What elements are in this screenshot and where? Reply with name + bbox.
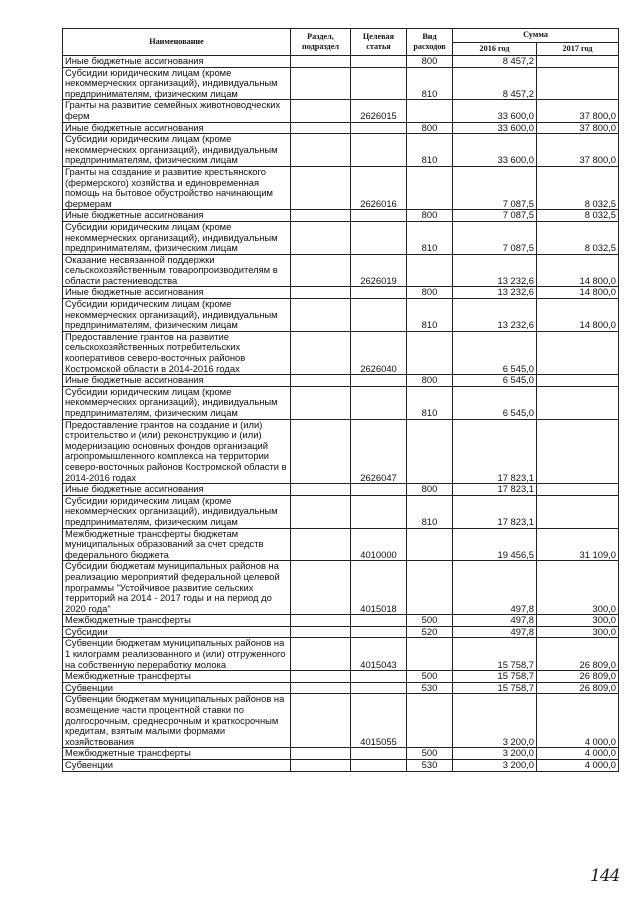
budget-table — [62, 28, 619, 772]
cell-type: 810 — [407, 67, 453, 100]
cell-y2017: 4 000,0 — [537, 760, 619, 772]
cell-name: Предоставление грантов на создание и (или) строительство и (или) реконструкцию и (или) модернизацию основных фондов организаций агропромышленного комплекса на территории северо-восточных районов Костромской области в 2014-2016 годах — [63, 419, 291, 484]
cell-section — [291, 748, 351, 760]
table-row — [63, 671, 619, 683]
cell-y2017: 37 800,0 — [537, 122, 619, 134]
cell-y2016: 13 232,6 — [453, 254, 537, 287]
cell-y2017 — [537, 375, 619, 387]
cell-name: Иные бюджетные ассигнования — [63, 375, 291, 387]
table-row — [63, 299, 619, 332]
cell-target — [351, 287, 407, 299]
cell-target: 2626015 — [351, 100, 407, 122]
cell-section — [291, 221, 351, 254]
cell-y2016: 33 600,0 — [453, 122, 537, 134]
cell-section — [291, 56, 351, 68]
cell-y2017: 4 000,0 — [537, 748, 619, 760]
cell-target — [351, 495, 407, 528]
cell-name: Субвенции бюджетам муниципальных районов на возмещение части процентной ставки по долгосрочным, среднесрочным и краткосрочным кредитам, взятым малыми формами хозяйствования — [63, 694, 291, 748]
cell-section — [291, 419, 351, 484]
cell-name: Субсидии юридическим лицам (кроме некоммерческих организаций), индивидуальным предпринимателям, физическим лицам — [63, 299, 291, 332]
table-row — [63, 287, 619, 299]
cell-name: Субвенции — [63, 682, 291, 694]
cell-section — [291, 254, 351, 287]
table-row — [63, 682, 619, 694]
cell-target — [351, 375, 407, 387]
cell-y2016: 33 600,0 — [453, 134, 537, 167]
cell-type: 810 — [407, 495, 453, 528]
cell-name: Гранты на развитие семейных животноводческих ферм — [63, 100, 291, 122]
cell-y2017: 8 032,5 — [537, 210, 619, 222]
cell-target — [351, 615, 407, 627]
cell-y2016: 6 545,0 — [453, 331, 537, 374]
cell-y2016: 6 545,0 — [453, 375, 537, 387]
cell-section — [291, 528, 351, 561]
table-row — [63, 100, 619, 122]
cell-name: Субсидии юридическим лицам (кроме некоммерческих организаций), индивидуальным предпринимателям, физическим лицам — [63, 221, 291, 254]
table-row — [63, 694, 619, 748]
cell-type — [407, 638, 453, 671]
cell-y2017: 300,0 — [537, 626, 619, 638]
cell-target: 4010000 — [351, 528, 407, 561]
cell-target — [351, 134, 407, 167]
cell-target — [351, 210, 407, 222]
cell-y2017 — [537, 386, 619, 419]
cell-target: 2626016 — [351, 166, 407, 209]
table-row — [63, 210, 619, 222]
header-target: Целевая статья — [351, 29, 407, 56]
table-row — [63, 386, 619, 419]
cell-name: Субсидии юридическим лицам (кроме некоммерческих организаций), индивидуальным предпринимателям, физическим лицам — [63, 67, 291, 100]
cell-name: Межбюджетные трансферты — [63, 671, 291, 683]
cell-y2017: 26 809,0 — [537, 671, 619, 683]
cell-name: Гранты на создание и развитие крестьянского (фермерского) хозяйства и единовременная помощь на бытовое обустройство начинающим фермерам — [63, 166, 291, 209]
cell-y2016: 17 823,1 — [453, 484, 537, 496]
header-type: Вид расходов — [407, 29, 453, 56]
cell-type: 800 — [407, 56, 453, 68]
cell-type: 800 — [407, 375, 453, 387]
cell-y2016: 13 232,6 — [453, 287, 537, 299]
cell-name: Межбюджетные трансферты бюджетам муниципальных образований за счет средств федерального бюджета — [63, 528, 291, 561]
header-section: Раздел, подраздел — [291, 29, 351, 56]
cell-y2016: 3 200,0 — [453, 748, 537, 760]
cell-type: 800 — [407, 287, 453, 299]
table-header — [63, 29, 619, 56]
table-row — [63, 331, 619, 374]
cell-section — [291, 484, 351, 496]
table-row — [63, 638, 619, 671]
cell-y2017: 4 000,0 — [537, 694, 619, 748]
cell-name: Межбюджетные трансферты — [63, 615, 291, 627]
cell-name: Субвенции бюджетам муниципальных районов на 1 килограмм реализованного и (или) отгруженного на собственную переработку молока — [63, 638, 291, 671]
header-2016: 2016 год — [453, 42, 537, 56]
cell-y2017 — [537, 67, 619, 100]
cell-y2017: 37 800,0 — [537, 100, 619, 122]
table-row — [63, 528, 619, 561]
cell-target — [351, 484, 407, 496]
cell-section — [291, 694, 351, 748]
cell-y2017 — [537, 419, 619, 484]
cell-section — [291, 495, 351, 528]
cell-type: 800 — [407, 122, 453, 134]
cell-type — [407, 331, 453, 374]
cell-target: 4015055 — [351, 694, 407, 748]
cell-y2016: 3 200,0 — [453, 694, 537, 748]
cell-y2016: 497,8 — [453, 561, 537, 615]
cell-type: 800 — [407, 484, 453, 496]
cell-y2016: 7 087,5 — [453, 210, 537, 222]
cell-type: 500 — [407, 671, 453, 683]
cell-target: 4015043 — [351, 638, 407, 671]
cell-y2017 — [537, 331, 619, 374]
cell-section — [291, 615, 351, 627]
cell-section — [291, 210, 351, 222]
cell-section — [291, 166, 351, 209]
cell-type — [407, 254, 453, 287]
cell-target — [351, 56, 407, 68]
cell-section — [291, 122, 351, 134]
table-row — [63, 221, 619, 254]
cell-name: Иные бюджетные ассигнования — [63, 56, 291, 68]
cell-target — [351, 221, 407, 254]
cell-y2017: 300,0 — [537, 615, 619, 627]
cell-y2016: 17 823,1 — [453, 419, 537, 484]
cell-target — [351, 760, 407, 772]
table-row — [63, 166, 619, 209]
cell-y2017: 300,0 — [537, 561, 619, 615]
cell-target — [351, 386, 407, 419]
cell-y2017: 14 800,0 — [537, 254, 619, 287]
table-row — [63, 561, 619, 615]
cell-y2016: 6 545,0 — [453, 386, 537, 419]
cell-target — [351, 626, 407, 638]
cell-type — [407, 166, 453, 209]
cell-section — [291, 760, 351, 772]
cell-name: Предоставление грантов на развитие сельскохозяйственных потребительских кооперативов северо-восточных районов Костромской области в 2014-2016 годах — [63, 331, 291, 374]
cell-target: 2626047 — [351, 419, 407, 484]
cell-y2017: 26 809,0 — [537, 638, 619, 671]
cell-type: 530 — [407, 760, 453, 772]
cell-type — [407, 528, 453, 561]
cell-type: 810 — [407, 221, 453, 254]
cell-y2016: 8 457,2 — [453, 56, 537, 68]
cell-name: Иные бюджетные ассигнования — [63, 287, 291, 299]
cell-type: 800 — [407, 210, 453, 222]
cell-y2017: 14 800,0 — [537, 287, 619, 299]
table-row — [63, 134, 619, 167]
cell-name: Иные бюджетные ассигнования — [63, 122, 291, 134]
cell-section — [291, 331, 351, 374]
cell-type — [407, 561, 453, 615]
cell-type: 530 — [407, 682, 453, 694]
cell-y2016: 15 758,7 — [453, 671, 537, 683]
table-row — [63, 484, 619, 496]
cell-y2017 — [537, 56, 619, 68]
cell-section — [291, 67, 351, 100]
cell-target: 2626019 — [351, 254, 407, 287]
cell-y2017: 14 800,0 — [537, 299, 619, 332]
cell-name: Субсидии бюджетам муниципальных районов на реализацию мероприятий федеральной целевой программы "Устойчивое развитие сельских территорий на 2014 - 2017 годы и на период до 2020 года" — [63, 561, 291, 615]
cell-y2017: 31 109,0 — [537, 528, 619, 561]
cell-section — [291, 626, 351, 638]
cell-name: Субсидии юридическим лицам (кроме некоммерческих организаций), индивидуальным предпринимателям, физическим лицам — [63, 495, 291, 528]
header-2017: 2017 год — [537, 42, 619, 56]
cell-type — [407, 419, 453, 484]
cell-section — [291, 671, 351, 683]
cell-y2016: 497,8 — [453, 626, 537, 638]
cell-type: 520 — [407, 626, 453, 638]
cell-type — [407, 100, 453, 122]
table-row — [63, 67, 619, 100]
cell-target — [351, 122, 407, 134]
table-row — [63, 56, 619, 68]
header-sum: Сумма — [453, 29, 619, 43]
cell-type: 810 — [407, 134, 453, 167]
cell-target: 2626040 — [351, 331, 407, 374]
cell-target: 4015018 — [351, 561, 407, 615]
cell-target — [351, 299, 407, 332]
cell-name: Субсидии юридическим лицам (кроме некоммерческих организаций), индивидуальным предпринимателям, физическим лицам — [63, 134, 291, 167]
cell-y2017 — [537, 484, 619, 496]
cell-section — [291, 287, 351, 299]
header-name: Наименование — [63, 29, 291, 56]
cell-y2017: 37 800,0 — [537, 134, 619, 167]
cell-type: 500 — [407, 615, 453, 627]
cell-section — [291, 386, 351, 419]
cell-name: Субвенции — [63, 760, 291, 772]
cell-y2016: 15 758,7 — [453, 682, 537, 694]
cell-y2016: 7 087,5 — [453, 221, 537, 254]
cell-type: 810 — [407, 299, 453, 332]
cell-y2016: 19 456,5 — [453, 528, 537, 561]
cell-y2016: 15 758,7 — [453, 638, 537, 671]
cell-y2017: 26 809,0 — [537, 682, 619, 694]
table-row — [63, 626, 619, 638]
table-row — [63, 419, 619, 484]
cell-target — [351, 748, 407, 760]
cell-y2016: 8 457,2 — [453, 67, 537, 100]
table-row — [63, 122, 619, 134]
cell-y2016: 497,8 — [453, 615, 537, 627]
cell-section — [291, 638, 351, 671]
table-row — [63, 495, 619, 528]
cell-y2016: 13 232,6 — [453, 299, 537, 332]
cell-section — [291, 375, 351, 387]
cell-section — [291, 100, 351, 122]
cell-y2017: 8 032,5 — [537, 166, 619, 209]
cell-section — [291, 299, 351, 332]
table-body — [63, 56, 619, 772]
cell-section — [291, 561, 351, 615]
cell-name: Субсидии — [63, 626, 291, 638]
cell-y2017: 8 032,5 — [537, 221, 619, 254]
table-row — [63, 615, 619, 627]
cell-name: Иные бюджетные ассигнования — [63, 484, 291, 496]
cell-section — [291, 134, 351, 167]
cell-name: Оказание несвязанной поддержки сельскохозяйственным товаропроизводителям в области растениеводства — [63, 254, 291, 287]
page-number: 144 — [590, 866, 620, 886]
cell-name: Иные бюджетные ассигнования — [63, 210, 291, 222]
cell-y2016: 7 087,5 — [453, 166, 537, 209]
cell-type: 500 — [407, 748, 453, 760]
cell-section — [291, 682, 351, 694]
table-row — [63, 760, 619, 772]
cell-type: 810 — [407, 386, 453, 419]
cell-name: Межбюджетные трансферты — [63, 748, 291, 760]
table-row — [63, 748, 619, 760]
table-row — [63, 254, 619, 287]
cell-y2017 — [537, 495, 619, 528]
cell-type — [407, 694, 453, 748]
table-row — [63, 375, 619, 387]
cell-y2016: 3 200,0 — [453, 760, 537, 772]
cell-target — [351, 682, 407, 694]
cell-y2016: 17 823,1 — [453, 495, 537, 528]
cell-target — [351, 67, 407, 100]
cell-y2016: 33 600,0 — [453, 100, 537, 122]
cell-name: Субсидии юридическим лицам (кроме некоммерческих организаций), индивидуальным предпринимателям, физическим лицам — [63, 386, 291, 419]
cell-target — [351, 671, 407, 683]
